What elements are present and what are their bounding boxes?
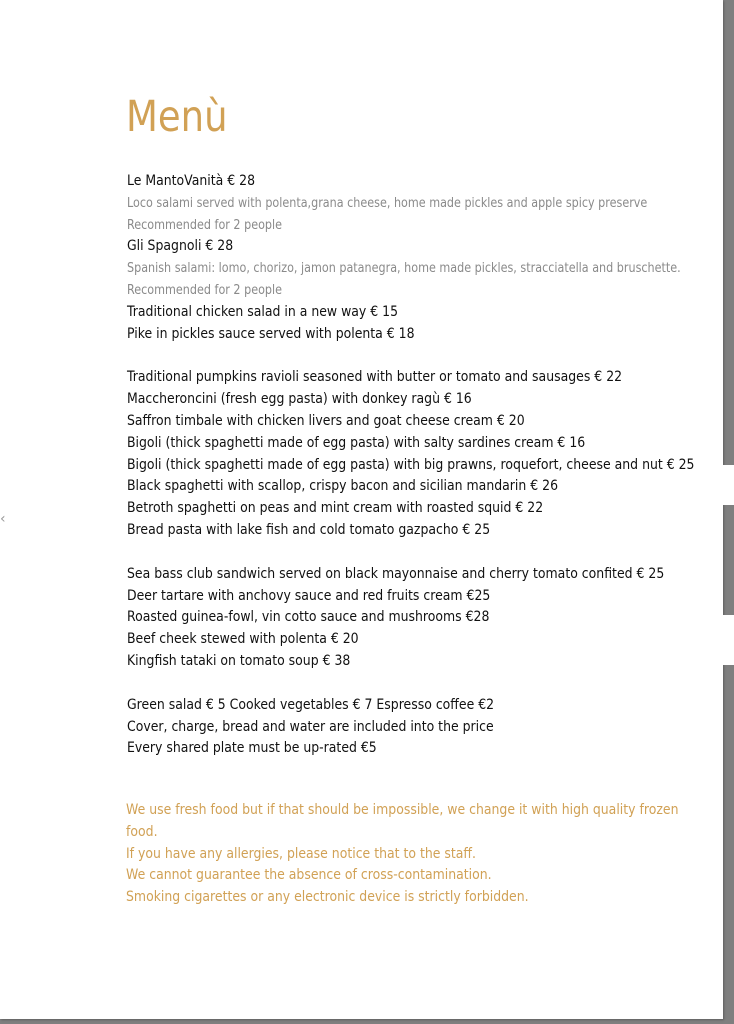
starters-section (127, 171, 687, 345)
menu-item: Betroth spaghetti on peas and mint cream with roasted squid € 22 (127, 500, 544, 517)
scroll-left-arrow-icon[interactable]: ‹ (0, 511, 6, 527)
menu-item: Sea bass club sandwich served on black mayonnaise and cherry tomato confited € 25 (127, 565, 665, 582)
menu-item: Maccheroncini (fresh egg pasta) with donkey ragù € 16 (127, 391, 472, 408)
section-spacer (127, 542, 687, 564)
menu-item-description: Spanish salami: lomo, chorizo, jamon patanegra, home made pickles, stracciatella and bruschette. (127, 261, 681, 277)
menu-item: Deer tartare with anchovy sauce and red fruits cream €25 (127, 587, 491, 604)
note-line: We cannot guarantee the absence of cross-contamination. (126, 867, 492, 884)
page-title: Menù (126, 92, 228, 142)
menu-item-description: Loco salami served with polenta,grana cheese, home made pickles and apple spicy preserve (127, 195, 648, 211)
note-line: We use fresh food but if that should be impossible, we change it with high quality frozen food. (126, 802, 679, 840)
notes-section (126, 800, 686, 909)
extras-line: Every shared plate must be up-rated €5 (127, 740, 377, 757)
menu-item: Beef cheek stewed with polenta € 20 (127, 631, 359, 648)
menu-item: Saffron timbale with chicken livers and goat cheese cream € 20 (127, 412, 525, 429)
page-edge-torn (722, 465, 734, 665)
note-line: Smoking cigarettes or any electronic device is strictly forbidden. (126, 889, 529, 906)
menu-item: Roasted guinea-fowl, vin cotto sauce and mushrooms €28 (127, 609, 490, 626)
menu-item-name: Traditional chicken salad in a new way € 15 (127, 303, 399, 320)
section-spacer (127, 345, 687, 367)
menu-item: Traditional pumpkins ravioli seasoned with butter or tomato and sausages € 22 (127, 369, 623, 386)
extras-line: Cover, charge, bread and water are included into the price (127, 718, 494, 735)
menu-item: Bread pasta with lake fish and cold tomato gazpacho € 25 (127, 521, 491, 538)
menu-item-note: Recommended for 2 people (127, 282, 283, 298)
menu-item-note: Recommended for 2 people (127, 217, 283, 233)
menu-item: Bigoli (thick spaghetti made of egg pasta) with big prawns, roquefort, cheese and nut € 25 (127, 456, 695, 473)
section-spacer (127, 673, 687, 695)
extras-section (127, 695, 687, 760)
menu-item-name: Le MantoVanità € 28 (127, 173, 256, 189)
menu-item: Black spaghetti with scallop, crispy bacon and sicilian mandarin € 26 (127, 478, 559, 495)
first-courses-section (127, 367, 695, 541)
menu-list (127, 171, 695, 760)
extras-line: Green salad € 5 Cooked vegetables € 7 Espresso coffee €2 (127, 696, 495, 713)
note-line: If you have any allergies, please notice that to the staff. (126, 845, 476, 862)
menu-item-name: Pike in pickles sauce served with polenta € 18 (127, 325, 415, 342)
menu-item: Kingfish tataki on tomato soup € 38 (127, 652, 351, 669)
main-courses-section (127, 564, 687, 673)
menu-item: Bigoli (thick spaghetti made of egg pasta) with salty sardines cream € 16 (127, 434, 586, 451)
menu-item-name: Gli Spagnoli € 28 (127, 238, 234, 255)
